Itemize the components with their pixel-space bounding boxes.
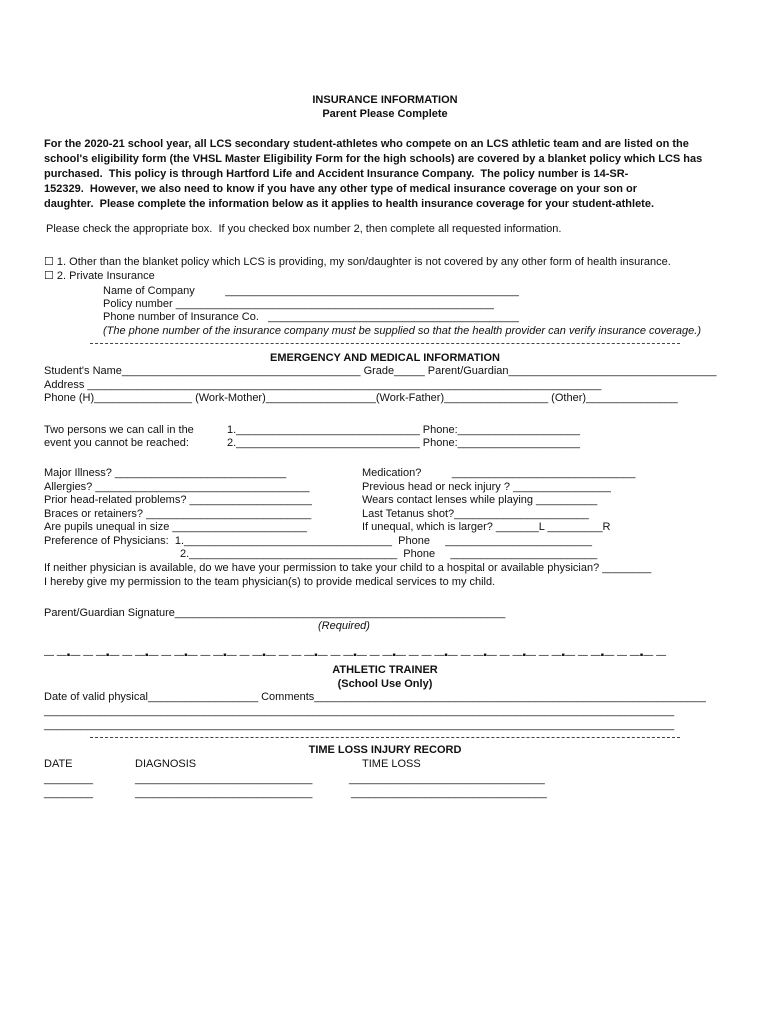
insurance-phone-note: (The phone number of the insurance company must be supplied so that the health provider can verify insurance coverage.) bbox=[103, 325, 702, 337]
injury-record-heading: TIME LOSS INJURY RECORD bbox=[308, 744, 462, 756]
physician-1-field[interactable]: Preference of Physicians: 1.__________________________________ Phone ________________________ bbox=[44, 535, 593, 547]
trainer-heading: ATHLETIC TRAINER bbox=[332, 664, 438, 676]
injury-diagnosis-field[interactable]: _____________________________ bbox=[135, 787, 313, 799]
emergency-heading: EMERGENCY AND MEDICAL INFORMATION bbox=[270, 352, 500, 364]
injury-diagnosis-field[interactable]: _____________________________ bbox=[135, 773, 313, 785]
intro-paragraph bbox=[44, 137, 734, 212]
section-divider bbox=[90, 737, 680, 738]
option-1-checkbox-text[interactable]: ☐ 1. Other than the blanket policy which LCS is providing, my son/daughter is not covered by any other form of health insurance. bbox=[44, 256, 671, 268]
diagnosis-column-header: DIAGNOSIS bbox=[135, 758, 197, 770]
injury-date-field[interactable]: ________ bbox=[44, 787, 93, 799]
contact-lenses-field[interactable]: Wears contact lenses while playing __________ bbox=[362, 494, 598, 506]
phone-fields[interactable]: Phone (H)________________ (Work-Mother)__________________(Work-Father)_________________ (Other)_______________ bbox=[44, 392, 678, 404]
head-problems-field[interactable]: Prior head-related problems? ____________________ bbox=[44, 494, 312, 506]
pupils-field[interactable]: Are pupils unequal in size ______________________ bbox=[44, 521, 308, 533]
form-subtitle: Parent Please Complete bbox=[322, 108, 448, 120]
trainer-subheading: (School Use Only) bbox=[337, 678, 433, 690]
intro-line: purchased. This policy is through Hartford Life and Accident Insurance Company. The policy number is 14-SR- bbox=[44, 168, 629, 180]
address-field[interactable]: Address ____________________________________________________________________________________ bbox=[44, 379, 602, 391]
tetanus-field[interactable]: Last Tetanus shot?______________________ bbox=[362, 508, 589, 520]
intro-line: 152329. However, we also need to know if you have any other type of medical insurance coverage on your son or bbox=[44, 183, 637, 195]
injury-date-field[interactable]: ________ bbox=[44, 773, 93, 785]
required-note: (Required) bbox=[318, 620, 370, 632]
time-loss-column-header: TIME LOSS bbox=[362, 758, 421, 770]
form-title: INSURANCE INFORMATION bbox=[312, 94, 458, 106]
injury-time-loss-field[interactable]: ________________________________ bbox=[349, 773, 545, 785]
cut-line-divider: — —▪— — —▪— — —▪— — —▪— — —▪— — —▪— — — —▪— — —▪— — —▪— — — —▪— — —▪— — —▪— — —▪— — —▪— — —▪— — bbox=[44, 650, 667, 661]
policy-number-field[interactable]: Policy number ____________________________________________________ bbox=[103, 298, 494, 310]
pupil-larger-field[interactable]: If unequal, which is larger? _______L _________R bbox=[362, 521, 611, 533]
company-name-field[interactable]: Name of Company ________________________________________________ bbox=[103, 285, 519, 297]
hospital-permission-field[interactable]: If neither physician is available, do we have your permission to take your child to a hospital or available physician? ________ bbox=[44, 562, 652, 574]
instructions-text: Please check the appropriate box. If you checked box number 2, then complete all requested information. bbox=[46, 223, 562, 235]
head-injury-field[interactable]: Previous head or neck injury ? ________________ bbox=[362, 481, 611, 493]
emergency-contact-1-field[interactable]: 1.______________________________ Phone:____________________ bbox=[227, 424, 580, 436]
physician-2-field[interactable]: 2.__________________________________ Phone ________________________ bbox=[180, 548, 598, 560]
two-persons-label: Two persons we can call in the bbox=[44, 424, 194, 436]
two-persons-label: event you cannot be reached: bbox=[44, 437, 189, 449]
physical-date-field[interactable]: Date of valid physical__________________ Comments________________________________________________________________ bbox=[44, 691, 706, 703]
signature-field[interactable]: Parent/Guardian Signature______________________________________________________ bbox=[44, 607, 506, 619]
date-column-header: DATE bbox=[44, 758, 73, 770]
medication-field[interactable]: Medication? ______________________________ bbox=[362, 467, 636, 479]
comments-line[interactable]: _______________________________________________________________________________________________________ bbox=[44, 719, 675, 731]
insurance-phone-field[interactable]: Phone number of Insurance Co. _________________________________________ bbox=[103, 311, 519, 323]
section-divider bbox=[90, 343, 680, 344]
intro-line: school's eligibility form (the VHSL Master Eligibility Form for the high schools) are covered by a blanket policy which LCS has bbox=[44, 153, 703, 165]
allergies-field[interactable]: Allergies? ___________________________________ bbox=[44, 481, 310, 493]
injury-time-loss-field[interactable]: ________________________________ bbox=[351, 787, 547, 799]
student-name-field[interactable]: Student's Name_______________________________________ Grade_____ Parent/Guardian__________________________________ bbox=[44, 365, 717, 377]
intro-line: For the 2020-21 school year, all LCS secondary student-athletes who compete on an LCS athletic team and are listed on the bbox=[44, 138, 689, 150]
permission-statement: I hereby give my permission to the team physician(s) to provide medical services to my child. bbox=[44, 576, 496, 588]
major-illness-field[interactable]: Major Illness? ____________________________ bbox=[44, 467, 287, 479]
intro-line: daughter. Please complete the information below as it applies to health insurance coverage for your student-athlete. bbox=[44, 198, 655, 210]
braces-field[interactable]: Braces or retainers? ___________________________ bbox=[44, 508, 312, 520]
option-2-checkbox-text[interactable]: ☐ 2. Private Insurance bbox=[44, 270, 155, 282]
emergency-contact-2-field[interactable]: 2.______________________________ Phone:____________________ bbox=[227, 437, 580, 449]
comments-line[interactable]: _______________________________________________________________________________________________________ bbox=[44, 705, 675, 717]
